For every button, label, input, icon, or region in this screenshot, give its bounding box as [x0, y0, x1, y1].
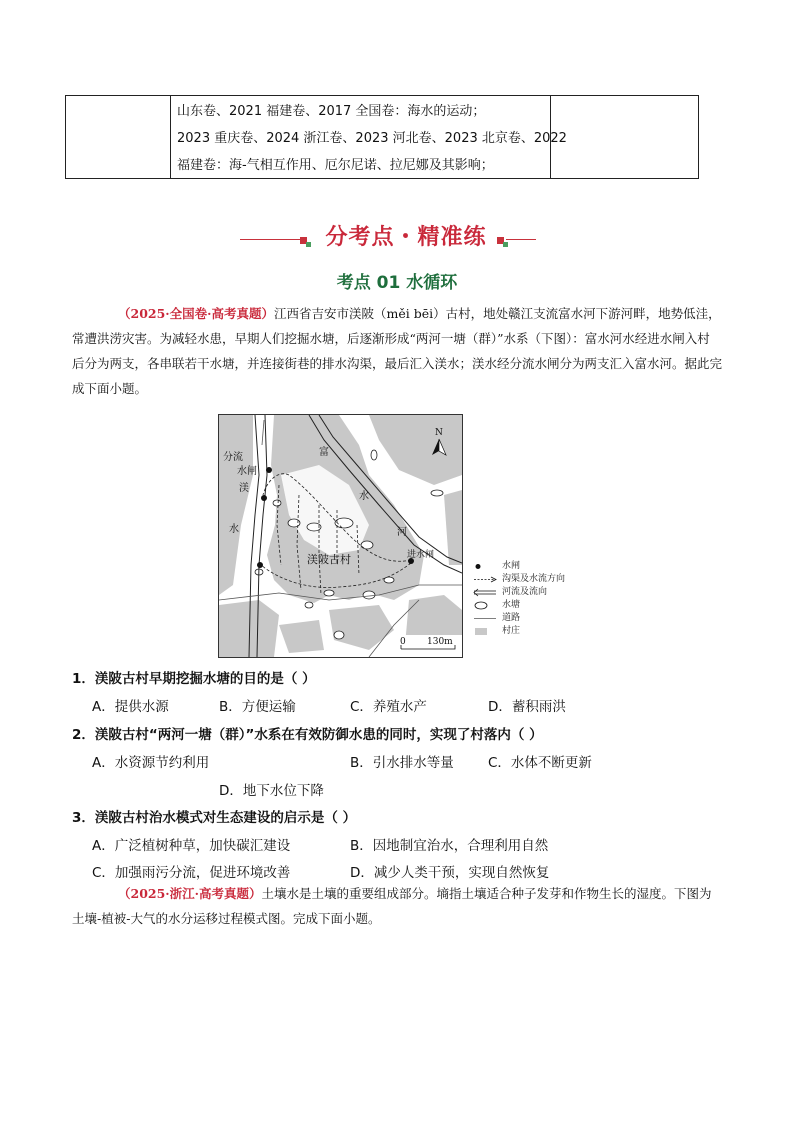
- legend-label: 水闸: [502, 561, 521, 571]
- decor-line: [506, 239, 536, 240]
- decor-square: [306, 242, 311, 247]
- label-fenliu: 分流: [223, 452, 243, 463]
- passage-1: [72, 301, 722, 401]
- passage-source: （2025·全国卷·高考真题）: [118, 306, 274, 321]
- q2-option-d[interactable]: D．地下水位下降: [219, 783, 324, 799]
- village-area: [279, 620, 324, 653]
- label-mei: 渼: [239, 483, 249, 494]
- scale-bar: [397, 635, 462, 657]
- map-legend: [468, 560, 588, 638]
- question-1-stem: 1．渼陂古村早期挖掘水塘的目的是（ ）: [72, 671, 316, 687]
- ditch-arrow-icon: [472, 575, 498, 584]
- label-village: 渼陂古村: [307, 553, 351, 566]
- pond: [363, 591, 375, 599]
- q1-option-c[interactable]: C．养殖水产: [350, 699, 427, 715]
- road-icon: [472, 614, 498, 623]
- road: [262, 420, 264, 445]
- pond: [273, 500, 281, 506]
- legend-label: 沟渠及水流方向: [502, 574, 566, 584]
- label-jinshuizha: 进水闸: [407, 550, 435, 560]
- label-shui-left: 水: [229, 524, 239, 535]
- q3-option-d[interactable]: D．减少人类干预，实现自然恢复: [350, 865, 550, 881]
- q3-option-a[interactable]: A．广泛植树种草，加快碳汇建设: [92, 838, 291, 854]
- decor-line: [240, 239, 302, 240]
- legend-label: 水塘: [502, 600, 521, 610]
- table-cell-exams: [177, 98, 567, 179]
- scale-length: 130m: [427, 637, 453, 647]
- gate: [261, 495, 267, 501]
- q1-option-a[interactable]: A．提供水源: [92, 699, 169, 715]
- topic-title: 考点 01 水循环: [336, 273, 458, 293]
- decor-square: [503, 242, 508, 247]
- pond: [334, 631, 344, 639]
- q2-option-b[interactable]: B．引水排水等量: [350, 755, 454, 771]
- legend-item-pond: [468, 599, 588, 612]
- gate: [266, 467, 272, 473]
- village-water-map: [218, 414, 463, 658]
- pond-icon: [472, 601, 498, 610]
- legend-item-river: [468, 586, 588, 599]
- passage-source: （2025·浙江·高考真题）: [118, 886, 262, 901]
- village-area: [444, 490, 462, 565]
- q1-option-d[interactable]: D．蓄积雨洪: [488, 699, 566, 715]
- legend-item-village: [468, 625, 588, 638]
- q1-option-b[interactable]: B．方便运输: [219, 699, 296, 715]
- pond: [384, 577, 394, 583]
- table-line: 福建卷：海-气相互作用、厄尔尼诺、拉尼娜及其影响；: [177, 158, 494, 173]
- passage-text: 土壤水是土壤的重要组成部分。墒指土壤适合种子发芽和作物生长的湿度。下图为土壤-植被-大气的水分运移过程模式图。完成下面小题。: [72, 886, 712, 926]
- village-area: [219, 415, 253, 595]
- legend-label: 河流及流向: [502, 587, 548, 597]
- gate-icon: [472, 562, 498, 571]
- question-2-stem: 2．渼陂古村“两河一塘（群）”水系在有效防御水患的同时，实现了村落内（ ）: [72, 727, 543, 743]
- village-area: [369, 415, 462, 485]
- river-arrow-icon: [472, 588, 498, 597]
- question-3-stem: 3．渼陂古村治水模式对生态建设的启示是（ ）: [72, 810, 357, 826]
- map-figure: [219, 415, 462, 657]
- north-label: N: [435, 428, 443, 438]
- q3-option-b[interactable]: B．因地制宜治水，合理利用自然: [350, 838, 549, 854]
- legend-item-gate: [468, 560, 588, 573]
- table-line: 2023 重庆卷、2024 浙江卷、2023 河北卷、2023 北京卷、2022: [177, 131, 567, 146]
- label-fu: 富: [319, 447, 329, 458]
- pond: [371, 450, 377, 460]
- passage-text: 江西省吉安市渼陂（měi bēi）古村，地处赣江支流富水河下游河畔，地势低洼，常遭洪涝灾害。为减轻水患，早期人们挖掘水塘，后逐渐形成“两河一塘（群）”水系（下图）：富水河水经进水闸入村后分为两支，各串联若干水塘，并连接街巷的排水沟渠，最后汇入渼水；渼水经分流水闸分为两支汇入富水河。据此完成下面小题。: [72, 306, 723, 396]
- gate: [257, 562, 263, 568]
- label-he: 河: [397, 527, 407, 538]
- section-header: [0, 218, 794, 258]
- q2-option-a[interactable]: A．水资源节约利用: [92, 755, 210, 771]
- legend-item-road: [468, 612, 588, 625]
- scale-zero: 0: [400, 637, 406, 647]
- legend-label: 道路: [502, 613, 521, 623]
- q3-option-c[interactable]: C．加强雨污分流，促进环境改善: [92, 865, 291, 881]
- table-divider: [170, 96, 171, 178]
- q2-option-c[interactable]: C．水体不断更新: [488, 755, 592, 771]
- table-line: 山东卷、2021 福建卷、2017 全国卷：海水的运动；: [177, 104, 486, 119]
- passage-2: [72, 881, 722, 931]
- pond: [361, 541, 373, 549]
- label-shui-right: 水: [359, 491, 369, 502]
- pond: [431, 490, 443, 496]
- pond: [305, 602, 313, 608]
- label-shuizha: 水闸: [237, 466, 257, 477]
- legend-item-ditch: [468, 573, 588, 586]
- syllabus-table: [65, 95, 699, 179]
- village-swatch-icon: [472, 627, 498, 636]
- pond: [324, 590, 334, 596]
- legend-label: 村庄: [502, 626, 521, 636]
- section-title: 分考点・精准练: [325, 225, 487, 250]
- village-area: [329, 605, 394, 650]
